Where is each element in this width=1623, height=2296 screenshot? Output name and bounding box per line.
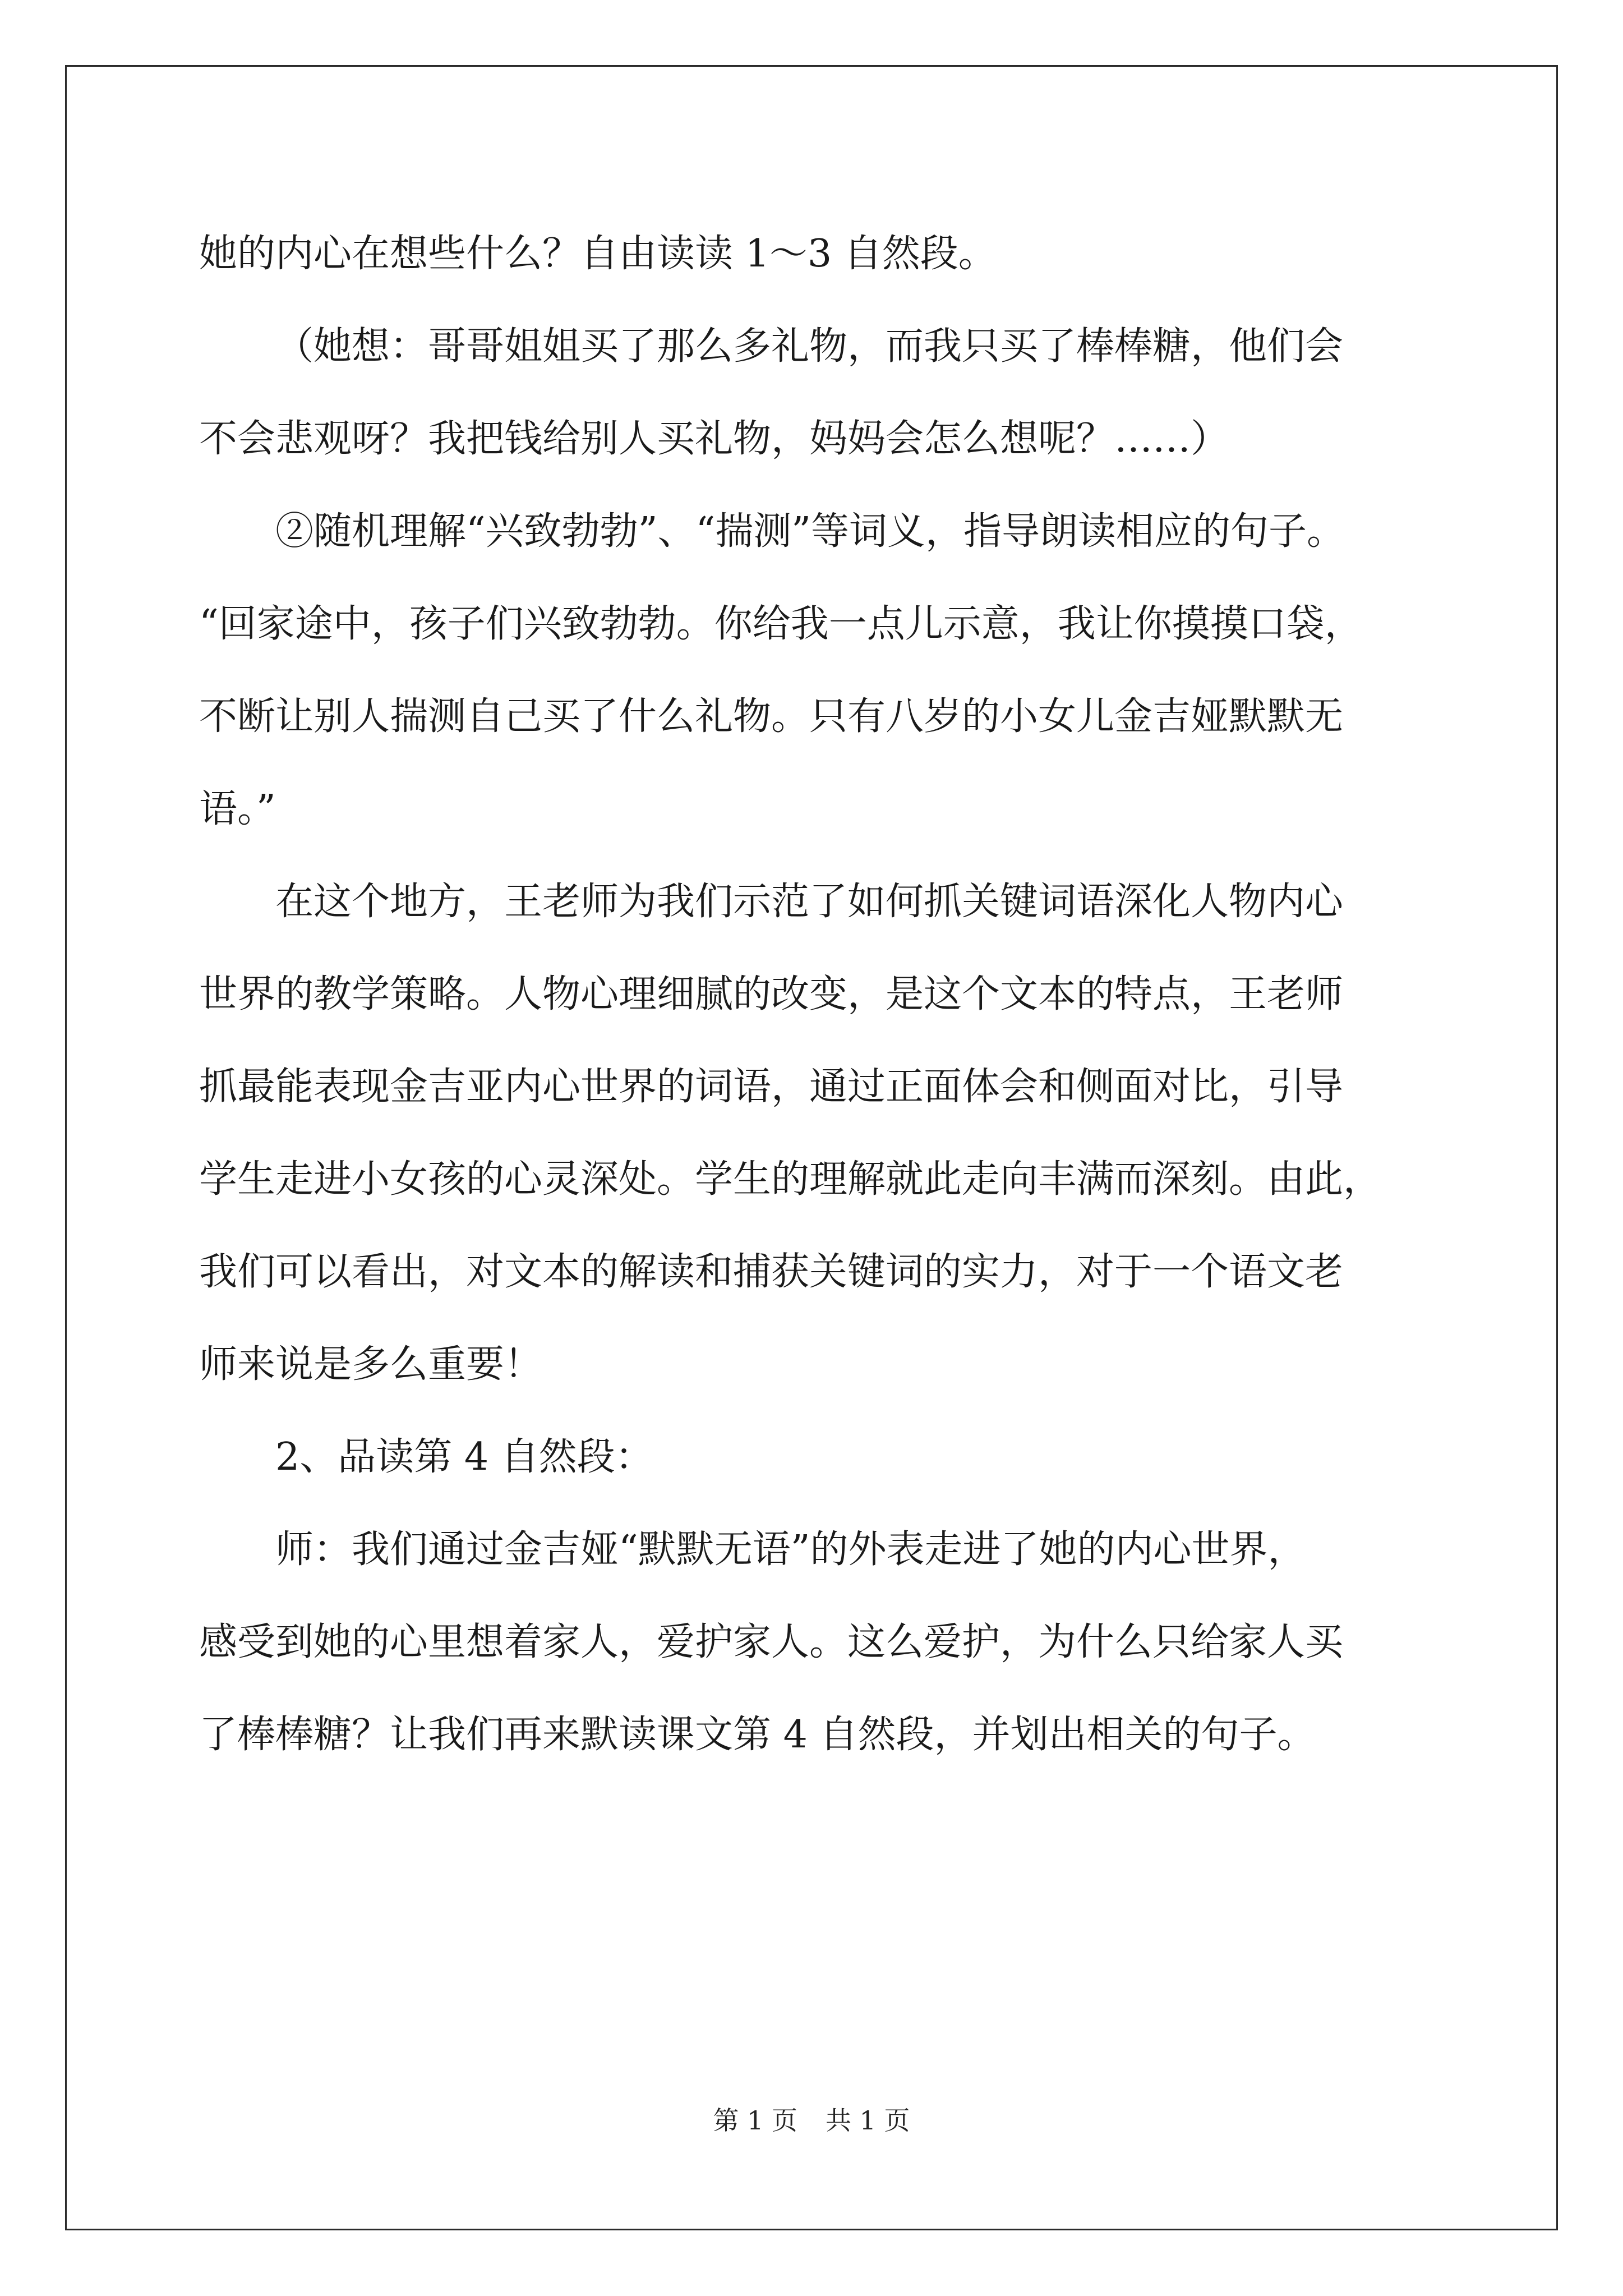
text-line: 语。”	[199, 787, 276, 831]
text-line: 师：我们通过金吉娅“默默无语”的外表走进了她的内心世界，	[275, 1527, 1306, 1572]
text-line: 2、品读第 4 自然段：	[275, 1435, 653, 1479]
text-line: 感受到她的心里想着家人，爱护家人。这么爱护，为什么只给家人买	[199, 1620, 1344, 1664]
text-line: 抓最能表现金吉亚内心世界的词语，通过正面体会和侧面对比，引导	[199, 1065, 1344, 1109]
text-line: 不断让别人揣测自己买了什么礼物。只有八岁的小女儿金吉娅默默无	[199, 694, 1344, 739]
text-line: 师来说是多么重要！	[199, 1342, 543, 1387]
text-line: 学生走进小女孩的心灵深处。学生的理解就此走向丰满而深刻。由此，	[199, 1157, 1382, 1202]
document-body	[199, 208, 1433, 1781]
text-line: 在这个地方，王老师为我们示范了如何抓关键词语深化人物内心	[275, 880, 1344, 924]
text-line: ②随机理解“兴致勃勃”、“揣测”等词义，指导朗读相应的句子。	[275, 509, 1345, 554]
text-line: 世界的教学策略。人物心理细腻的改变，是这个文本的特点，王老师	[199, 972, 1344, 1016]
page-number: 第 1 页	[713, 2105, 797, 2136]
page-footer	[0, 2100, 1623, 2137]
text-line: “回家途中，孩子们兴致勃勃。你给我一点儿示意，我让你摸摸口袋，	[199, 602, 1363, 646]
text-line: 了棒棒糖？让我们再来默读课文第 4 自然段，并划出相关的句子。	[199, 1713, 1316, 1757]
text-line: 她的内心在想些什么？自由读读 1～3 自然段。	[199, 232, 997, 276]
text-line: 不会悲观呀？我把钱给别人买礼物，妈妈会怎么想呢？……）	[199, 417, 1229, 461]
page-total: 共 1 页	[826, 2105, 910, 2136]
text-line: （她想：哥哥姐姐买了那么多礼物，而我只买了棒棒糖，他们会	[275, 324, 1344, 369]
text-line: 我们可以看出，对文本的解读和捕获关键词的实力，对于一个语文老	[199, 1250, 1344, 1294]
